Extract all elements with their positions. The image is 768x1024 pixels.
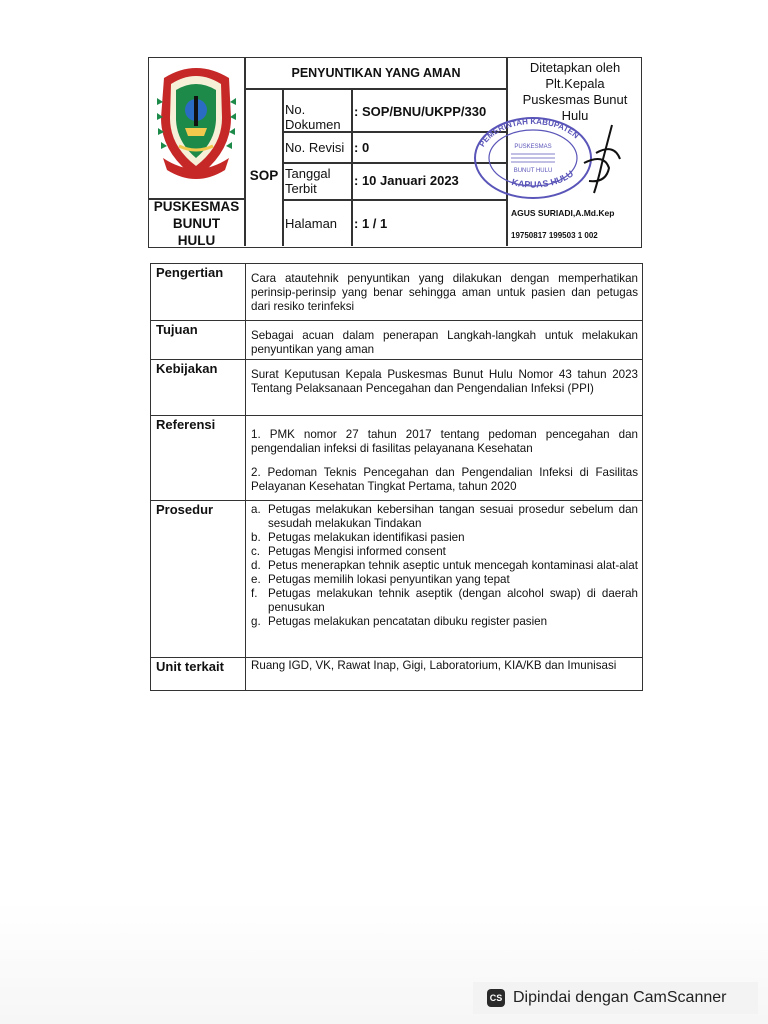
document-title: PENYUNTIKAN YANG AMAN <box>291 66 461 80</box>
step-letter: c. <box>251 545 261 558</box>
no-revisi-label: No. Revisi <box>285 140 345 155</box>
step-text: Petugas memilih lokasi penyuntikan yang tepat <box>268 573 510 586</box>
list-item <box>251 545 638 559</box>
step-letter: a. <box>251 503 261 516</box>
list-item <box>251 573 638 587</box>
camscanner-watermark <box>473 982 758 1014</box>
row-tujuan <box>151 320 642 359</box>
organization-name <box>149 198 244 249</box>
row-pengertian <box>151 264 642 320</box>
step-letter: b. <box>251 531 261 544</box>
referensi-item: 1. PMK nomor 27 tahun 2017 tentang pedoman pencegahan dan pengendalian infeksi di fasilitas pelayanana Kesehatan <box>251 428 638 455</box>
approval-line: Plt.Kepala <box>545 76 605 91</box>
divider <box>351 88 353 246</box>
step-letter: f. <box>251 587 258 600</box>
unit-terkait-text: Ruang IGD, VK, Rawat Inap, Gigi, Laboratorium, KIA/KB dan Imunisasi <box>251 659 617 672</box>
row-label: Prosedur <box>151 501 246 657</box>
row-content <box>246 360 642 415</box>
sop-header-table <box>148 57 642 248</box>
no-dokumen-value: : SOP/BNU/UKPP/330 <box>354 104 487 119</box>
list-item <box>251 531 638 545</box>
step-text: Petus menerapkan tehnik aseptic untuk mencegah kontaminasi alat-alat <box>268 559 638 572</box>
tanggal-terbit-value: : 10 Januari 2023 <box>354 173 459 188</box>
pengertian-text: Cara atautehnik penyuntikan yang dilakukan dengan memperhatikan perinsip-perinsip yang benar sehingga aman untuk pasien dan petugas dari resiko terinfeksi <box>251 272 638 313</box>
svg-text:BUNUT HULU: BUNUT HULU <box>513 168 553 174</box>
list-item <box>251 615 638 629</box>
list-item <box>251 503 638 531</box>
halaman-value: : 1 / 1 <box>354 216 388 231</box>
row-content <box>246 264 642 320</box>
signature <box>554 123 624 203</box>
camscanner-text: Dipindai dengan CamScanner <box>513 989 727 1006</box>
list-item <box>251 559 638 573</box>
org-name-line: PUSKESMAS <box>153 199 240 214</box>
prosedur-steps <box>251 503 638 629</box>
kebijakan-text: Surat Keputusan Kepala Puskesmas Bunut Hulu Nomor 43 tahun 2023 Tentang Pelaksanaan Pencegahan dan Pengendalian Infeksi (PPI) <box>251 368 638 395</box>
logo <box>149 58 244 198</box>
step-text: Petugas melakukan tehnik aseptik (dengan alcohol swap) di daerah penusukan <box>268 587 638 614</box>
svg-text:KAPUAS HULU: KAPUAS HULU <box>510 168 576 190</box>
row-label: Kebijakan <box>151 360 246 415</box>
kapuas-hulu-emblem-icon <box>149 58 244 198</box>
signer-name: AGUS SURIADI,A.Md.Kep <box>511 208 615 218</box>
row-referensi <box>151 415 642 500</box>
row-content <box>246 658 642 690</box>
signer-nip: 19750817 199503 1 002 <box>511 231 598 240</box>
step-text: Petugas melakukan identifikasi pasien <box>268 531 465 544</box>
org-name-line: HULU <box>177 233 216 248</box>
divider <box>282 88 284 246</box>
row-kebijakan <box>151 359 642 415</box>
step-letter: e. <box>251 573 261 586</box>
step-text: Petugas Mengisi informed consent <box>268 545 446 558</box>
step-letter: d. <box>251 559 261 572</box>
tujuan-text: Sebagai acuan dalam penerapan Langkah-langkah untuk melakukan penyuntikan yang aman <box>251 329 638 356</box>
tanggal-terbit-label: Tanggal Terbit <box>285 166 331 196</box>
row-content <box>246 321 642 359</box>
row-prosedur <box>151 500 642 657</box>
row-label: Tujuan <box>151 321 246 359</box>
no-revisi-value: : 0 <box>354 140 370 155</box>
list-item <box>251 587 638 615</box>
step-letter: g. <box>251 615 261 628</box>
step-text: Petugas melakukan kebersihan tangan sesuai prosedur sebelum dan sesudah melakukan Tindakan <box>268 503 638 530</box>
step-text: Petugas melakukan pencatatan dibuku register pasien <box>268 615 548 628</box>
row-label: Pengertian <box>151 264 246 320</box>
no-dokumen-label: No. Dokumen <box>285 102 341 132</box>
svg-text:PEMERINTAH KABUPATEN: PEMERINTAH KABUPATEN <box>477 116 581 149</box>
row-content <box>246 501 642 657</box>
approval-line: Puskesmas Bunut <box>522 92 628 107</box>
sop-content-table <box>150 263 643 691</box>
referensi-item: 2. Pedoman Teknis Pencegahan dan Pengendalian Infeksi di Fasilitas Pelayanan Kesehatan Tingkat Pertama, tahun 2020 <box>251 466 638 493</box>
row-label: Unit terkait <box>151 658 246 690</box>
row-label: Referensi <box>151 416 246 500</box>
org-name-line: BUNUT <box>172 216 221 231</box>
camscanner-icon: CS <box>487 989 505 1007</box>
row-content <box>246 416 642 500</box>
approval-line: Ditetapkan oleh <box>529 60 621 75</box>
halaman-label: Halaman <box>285 216 338 231</box>
approval-line: Hulu <box>561 108 589 123</box>
svg-text:PUSKESMAS: PUSKESMAS <box>514 144 552 150</box>
row-unit-terkait <box>151 657 642 690</box>
sop-label: SOP <box>249 168 279 183</box>
